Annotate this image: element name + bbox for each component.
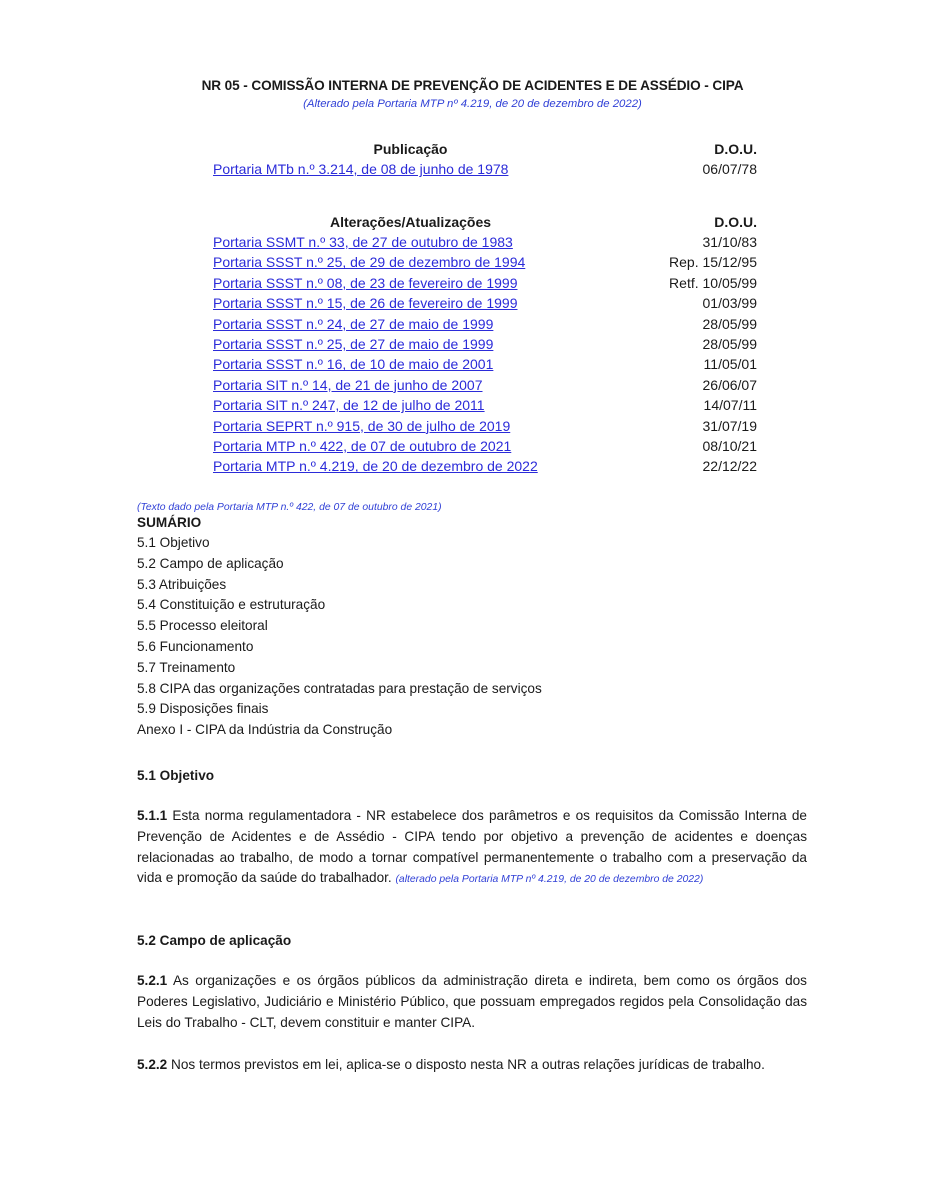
dou-date: 28/05/99 xyxy=(702,315,757,332)
summary-note: (Texto dado pela Portaria MTP n.º 422, de 07 de outubro de 2021) xyxy=(137,502,442,513)
amendment-note: (alterado pela Portaria MTP nº 4.219, de 20 de dezembro de 2022) xyxy=(395,874,704,886)
paragraph-text: Nos termos previstos em lei, aplica-se o disposto nesta NR a outras relações jurídicas de trabalho. xyxy=(171,1057,765,1072)
alteration-row xyxy=(213,232,757,252)
paragraph-text: As organizações e os órgãos públicos da administração direta e indireta, bem como os órgãos dos Poderes Legislativo, Judiciário e Ministério Público, que possuam empregados regidos pela Consolidação das Leis do Trabalho - CLT, devem constituir e manter CIPA. xyxy=(137,973,807,1030)
alteration-link[interactable]: Portaria MTP n.º 4.219, de 20 de dezembro de 2022 xyxy=(213,458,538,475)
dou-date: Retf. 10/05/99 xyxy=(669,274,757,291)
alterations-heading: Alterações/Atualizações xyxy=(329,214,492,230)
alteration-link[interactable]: Portaria SSST n.º 24, de 27 de maio de 1999 xyxy=(213,315,494,332)
paragraph-number: 5.2.2 xyxy=(137,1057,168,1072)
paragraph-number: 5.1.1 xyxy=(137,808,168,823)
dou-date: 01/03/99 xyxy=(702,295,757,312)
dou-heading: D.O.U. xyxy=(714,141,757,157)
paragraph-number: 5.2.1 xyxy=(137,973,168,988)
publication-header xyxy=(213,139,757,159)
alteration-link[interactable]: Portaria SSST n.º 25, de 27 de maio de 1999 xyxy=(213,335,494,352)
alteration-link[interactable]: Portaria SSST n.º 08, de 23 de fevereiro de 1999 xyxy=(213,274,518,291)
alteration-row xyxy=(213,395,757,415)
publication-table xyxy=(213,139,757,179)
alterations-header xyxy=(213,212,757,232)
alteration-row xyxy=(213,293,757,313)
summary-item: 5.3 Atribuições xyxy=(137,576,227,592)
alteration-row xyxy=(213,334,757,354)
dou-date: 28/05/99 xyxy=(702,335,757,352)
paragraph-5-2-2 xyxy=(137,1055,807,1076)
dou-date: 31/10/83 xyxy=(702,234,757,250)
summary-item: 5.6 Funcionamento xyxy=(137,638,254,654)
alteration-row xyxy=(213,436,757,456)
summary-heading: SUMÁRIO xyxy=(137,515,202,530)
alteration-row xyxy=(213,456,757,476)
alteration-row xyxy=(213,314,757,334)
dou-date: 06/07/78 xyxy=(702,161,757,177)
paragraph-text: Esta norma regulamentadora - NR estabelece dos parâmetros e os requisitos da Comissão Interna de Prevenção de Acidentes e de Assédio - CIPA tendo por objetivo a prevenção de acidentes e doenças relacionadas ao trabalho, de modo a tornar compatível permanentemente o trabalho com a preservação da vida e promoção da saúde do trabalhador. xyxy=(137,808,807,886)
summary-item: 5.1 Objetivo xyxy=(137,535,210,550)
summary-item: 5.9 Disposições finais xyxy=(137,701,269,717)
summary-item: Anexo I - CIPA da Indústria da Construção xyxy=(137,722,393,738)
summary-item: 5.7 Treinamento xyxy=(137,659,236,675)
summary-section xyxy=(137,502,807,741)
dou-date: Rep. 15/12/95 xyxy=(669,254,757,271)
alteration-link[interactable]: Portaria SSMT n.º 33, de 27 de outubro de 1983 xyxy=(213,234,513,250)
summary-item: 5.5 Processo eleitoral xyxy=(137,618,268,634)
alteration-link[interactable]: Portaria SSST n.º 25, de 29 de dezembro de 1994 xyxy=(213,254,526,271)
section-title-5-2: 5.2 Campo de aplicação xyxy=(137,933,292,948)
alteration-link[interactable]: Portaria SEPRT n.º 915, de 30 de julho de 2019 xyxy=(213,417,511,434)
alteration-link[interactable]: Portaria MTP n.º 422, de 07 de outubro de 2021 xyxy=(213,437,512,454)
summary-item: 5.8 CIPA das organizações contratadas para prestação de serviços xyxy=(137,680,542,696)
alteration-row xyxy=(213,252,757,272)
alteration-link[interactable]: Portaria SSST n.º 16, de 10 de maio de 2001 xyxy=(213,356,494,373)
alteration-link[interactable]: Portaria SSST n.º 15, de 26 de fevereiro de 1999 xyxy=(213,295,518,312)
dou-heading: D.O.U. xyxy=(714,214,757,230)
alterations-table xyxy=(213,212,757,477)
alteration-row xyxy=(213,273,757,293)
publication-link[interactable]: Portaria MTb n.º 3.214, de 08 de junho de 1978 xyxy=(213,161,509,177)
alteration-link[interactable]: Portaria SIT n.º 14, de 21 de junho de 2007 xyxy=(213,376,483,393)
dou-date: 22/12/22 xyxy=(702,458,757,475)
dou-date: 14/07/11 xyxy=(703,397,757,414)
dou-date: 11/05/01 xyxy=(703,356,757,373)
alteration-link[interactable]: Portaria SIT n.º 247, de 12 de julho de 2011 xyxy=(213,397,485,414)
paragraph-5-2-1 xyxy=(137,971,807,1033)
alteration-row xyxy=(213,416,757,436)
dou-date: 08/10/21 xyxy=(702,437,757,454)
dou-date: 26/06/07 xyxy=(702,376,757,393)
summary-item: 5.2 Campo de aplicação xyxy=(137,555,284,571)
paragraph-5-1-1 xyxy=(137,806,807,891)
alteration-row xyxy=(213,375,757,395)
publication-row xyxy=(213,159,757,179)
section-title-5-1: 5.1 Objetivo xyxy=(137,768,215,783)
document-subtitle: (Alterado pela Portaria MTP nº 4.219, de 20 de dezembro de 2022) xyxy=(303,98,642,110)
publication-heading: Publicação xyxy=(373,141,448,157)
document-title: NR 05 - COMISSÃO INTERNA DE PREVENÇÃO DE ACIDENTES E DE ASSÉDIO - CIPA xyxy=(201,78,744,93)
dou-date: 31/07/19 xyxy=(702,417,757,434)
summary-item: 5.4 Constituição e estruturação xyxy=(137,597,326,613)
alteration-row xyxy=(213,354,757,374)
